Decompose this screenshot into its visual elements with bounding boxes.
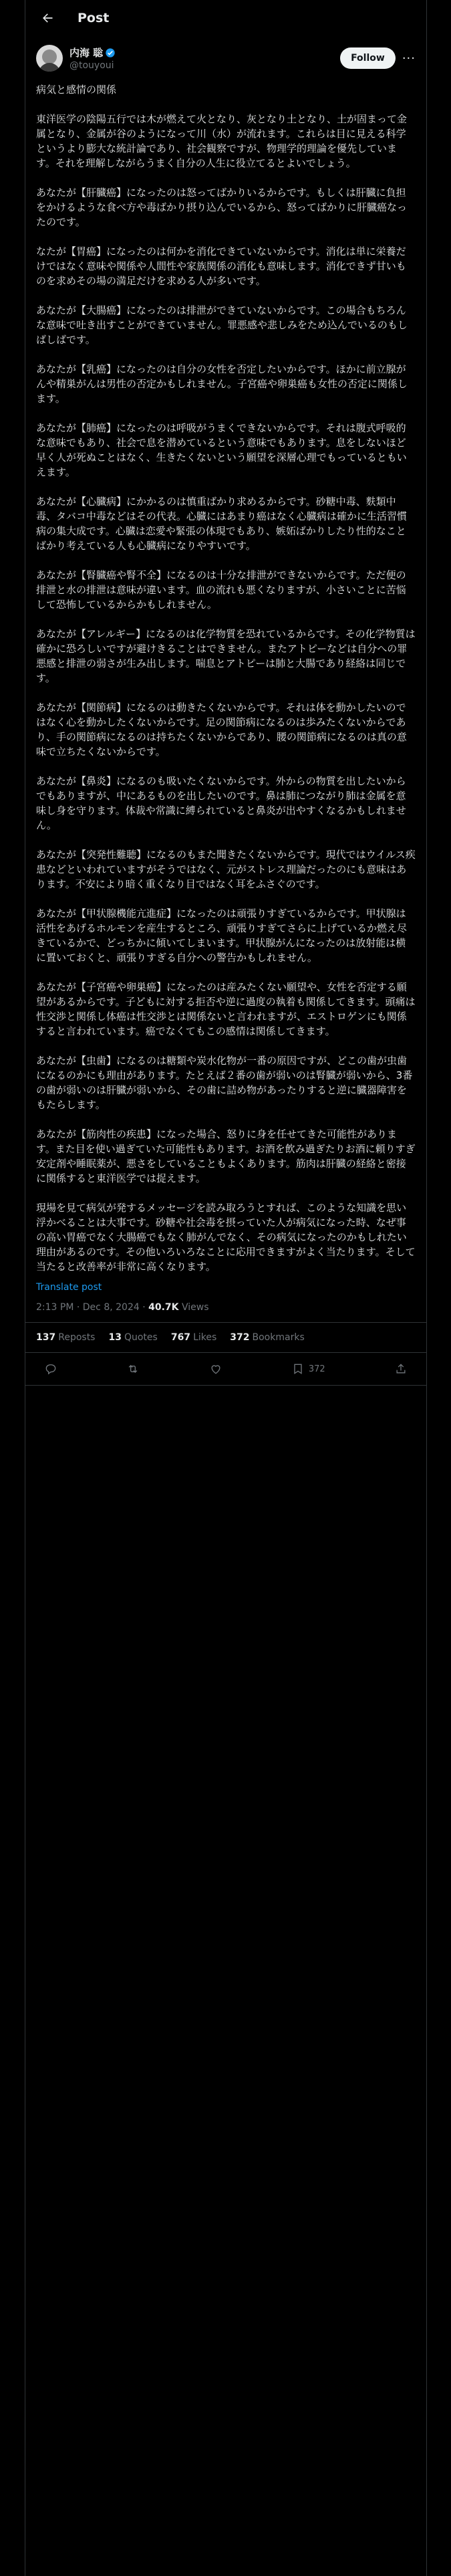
- author-handle[interactable]: @touyoui: [69, 60, 114, 71]
- bookmarks-stat[interactable]: 372 Bookmarks: [230, 1332, 305, 1343]
- bookmark-icon: [291, 1362, 305, 1376]
- heart-icon: [209, 1362, 222, 1376]
- bookmark-count: 372: [308, 1364, 325, 1374]
- post-paragraph: あなたが【関節病】になるのは動きたくないからです。それは体を動かしたいのではなく心を動かしたくないからです。足の関節病になるのは歩みたくないからであり、手の関節病になるのは持ちたくないからであり、腰の関節病になるのは真の意味で立ちたくないからです。: [36, 702, 407, 758]
- repost-icon: [126, 1362, 140, 1376]
- avatar[interactable]: [36, 45, 63, 72]
- post-time[interactable]: 2:13 PM: [36, 1302, 74, 1313]
- back-arrow-icon: [41, 11, 54, 25]
- post-paragraph: あなたが【心臓病】にかかるのは慎重ばかり求めるからです。砂糖中毒、麩類中毒、タバコ中毒などはその代表。心臓にはあまり癌はなく心臓病は確かに生活習慣病の集大成です。心臓は恋愛や緊張の体現でもあり、嫉妬ばかりしたり性的なことばかり考えている人も心臓病になりやすいです。: [36, 496, 407, 552]
- post-paragraph: あなたが【肺癌】になったのは呼吸がうまくできないからです。それは腹式呼吸的な意味でもあり、社会で息を潜めているという意味でもあります。息をしないほど早く人が死ぬことはなく、生きたくないという願望を深層心理でもっているともいえます。: [36, 422, 407, 478]
- post-paragraph: あなたが【突発性難聴】になるのもまた聞きたくないからです。現代ではウイルス疾患などといわれていますがそうではなく、元がストレス理論だったのにも意味はあります。不安により暗く重くなり目ではなく耳をふさぐのです。: [36, 849, 416, 890]
- post-paragraph: 現場を見て病気が発するメッセージを読み取ろうとすれば、このような知識を思い浮かべることは大事です。砂糖や社会毒を摂っていた人が病気になった時、なぜ事の高い胃癌でなく大腸癌でもなく肺がんでなく、その病気になったのかもしれたい理由があるのです。その他いろいろなことに応用できますがよく当たります。そして当たると改善率が非常に高くなります。: [36, 1202, 416, 1273]
- reposts-stat[interactable]: 137 Reposts: [36, 1332, 96, 1343]
- author-names: [69, 45, 340, 71]
- bookmark-button[interactable]: [291, 1362, 325, 1376]
- post-paragraph: あなたが【子宮癌や卵巣癌】になったのは産みたくない願望や、女性を否定する願望があるからです。子どもに対する拒否や逆に過度の執着も関係してきます。頭痛は性交渉と関係し体癌は性交渉とは関係ないと言われますが、エストロゲンにも関係すると言われています。癌でなくてもこの感情は関係してきます。: [36, 981, 416, 1037]
- share-icon: [394, 1362, 408, 1376]
- more-options-icon[interactable]: ···: [402, 51, 416, 66]
- author-name[interactable]: 内海 聡: [69, 47, 104, 59]
- reply-icon: [44, 1362, 57, 1376]
- back-button[interactable]: [36, 7, 59, 29]
- post-paragraph: あなたが【甲状腺機能亢進症】になったのは頑張りすぎているからです。甲状腺は活性をあげるホルモンを産生するところ、頑張りすぎてさらに上げているか燃え尽きているかで、どっちかに傾いてしまいます。甲状腺がんになったのは放射能は横に置いておくと、頑張りすぎる自分への警告かもしれません。: [36, 907, 408, 964]
- post-paragraph: なたが【胃癌】になったのは何かを消化できていないからです。消化は単に栄養だけではなく意味や関係や人間性や家族関係の消化も意味します。消化できず甘いものを求めその場の満足だけを求める人が多いです。: [36, 245, 406, 287]
- likes-stat[interactable]: 767 Likes: [170, 1332, 217, 1343]
- post-body: [25, 73, 426, 1274]
- post-paragraph: あなたが【鼻炎】になるのも吸いたくないからです。外からの物質を出したいからでもありますが、中にあるものを出したいのです。鼻は肺につながり肺は金属を意味し身を守ります。体裁や常識に縛られていると鼻炎が出やすくなるかもしれません。: [36, 775, 406, 831]
- post-paragraph: あなたが【腎臓癌や腎不全】になるのは十分な排泄ができないからです。ただ便の排泄と水の排泄は意味が違います。血の流れも悪くなりますが、小さいことに苦悩して恐怖しているからかもしれません。: [36, 569, 406, 611]
- post-paragraph: あなたが【乳癌】になったのは自分の女性を否定したいからです。ほかに前立腺がんや精巣がんは男性の否定かもしれません。子宮癌や卵巣癌も女性の否定に関係します。: [36, 363, 408, 405]
- post-meta: 2:13 PM · Dec 8, 2024 · 40.7K Views: [25, 1293, 426, 1323]
- views-count: 40.7K: [148, 1302, 179, 1313]
- follow-button[interactable]: Follow: [340, 47, 396, 69]
- post-paragraph: 東洋医学の陰陽五行では木が燃えて火となり、灰となり土となり、土が固まって金属となり、金属が谷のようになって川（水）が流れます。これらは目に見える科学というより膨大な統計論であり、社会観察ですが、物理学的理論を優先しています。それを理解しながらうまく自分の人生に役立てるとよいでしょう。: [36, 113, 408, 169]
- quotes-stat[interactable]: 13 Quotes: [108, 1332, 158, 1343]
- post-date[interactable]: Dec 8, 2024: [82, 1302, 140, 1313]
- engagement-stats: [25, 1323, 426, 1353]
- page-title: Post: [78, 10, 110, 25]
- post-column: [25, 0, 427, 2576]
- verified-badge-icon: [105, 47, 116, 58]
- post-paragraph: あなたが【肝臓癌】になったのは怒ってばかりいるからです。もしくは肝臓に負担をかけるような食べ方や毒ばかり摂り込んでいるから、怒ってばかりに肝臓癌なったのです。: [36, 187, 408, 228]
- post-paragraph: あなたが【筋肉性の疾患】になった場合、怒りに身を任せてきた可能性があります。また目を使い過ぎていた可能性もあります。お酒を飲み過ぎたりお酒に頼りすぎ安定剤や睡眠薬が、悪さをしていることもよくあります。筋肉は肝臓の経絡と密接に関係すると東洋医学では捉えます。: [36, 1128, 416, 1184]
- translate-post-link[interactable]: Translate post: [36, 1282, 102, 1293]
- like-button[interactable]: [209, 1362, 222, 1376]
- post-paragraph: あなたが【大腸癌】になったのは排泄ができていないからです。この場合もちろんな意味で吐き出すことができていません。罪悪感や悲しみをため込んでいるのもしばしばです。: [36, 304, 408, 346]
- top-bar: [25, 0, 426, 35]
- repost-button[interactable]: [126, 1362, 140, 1376]
- views-label: Views: [181, 1302, 209, 1313]
- author-row: [25, 35, 426, 73]
- action-bar: [25, 1353, 426, 1386]
- share-button[interactable]: [394, 1362, 408, 1376]
- post-paragraph: あなたが【虫歯】になるのは糖類や炭水化物が一番の原因ですが、どこの歯が虫歯になるのかにも理由があります。たとえば２番の歯が弱いのは腎臓が弱いから、3番の歯が弱いのは肝臓が弱いから、その歯に詰め物があったりすると逆に臓器障害をもたらします。: [36, 1055, 413, 1111]
- reply-button[interactable]: [44, 1362, 57, 1376]
- post-paragraph: 病気と感情の関係: [36, 84, 117, 96]
- post-paragraph: あなたが【アレルギー】になるのは化学物質を恐れているからです。その化学物質は確かに恐ろしいですが避けきることはできません。またアトピーなどは自分への罪悪感と排泄の弱さが生み出します。喘息とアトピーは肺と大腸であり経絡は同じです。: [36, 628, 416, 684]
